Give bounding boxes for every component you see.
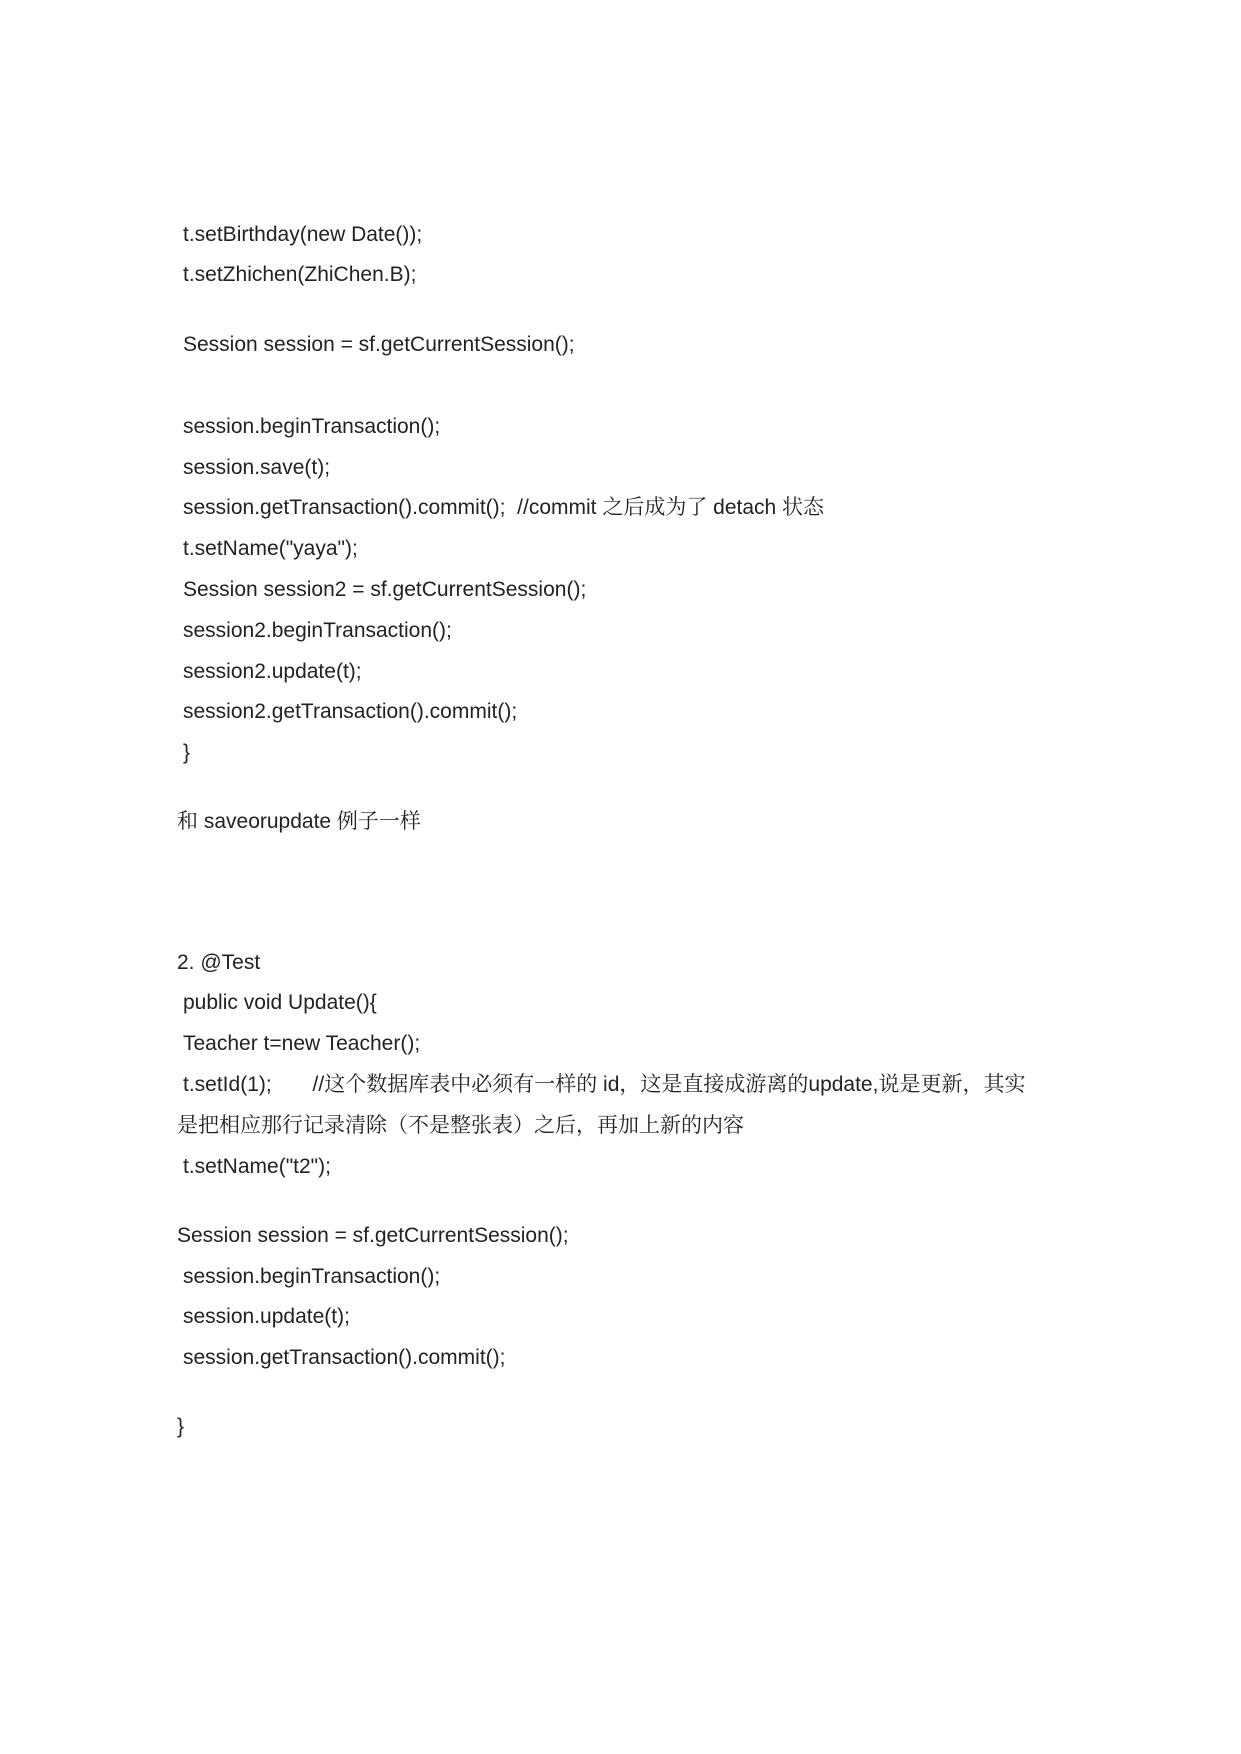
code-line: t.setName("yaya");	[183, 537, 358, 560]
code-line-with-comment: t.setId(1); //这个数据库表中必须有一样的 id，这是直接成游离的update,说是更新，其实	[183, 1073, 1026, 1096]
code-line: Session session = sf.getCurrentSession();	[183, 333, 575, 356]
code-line: session.save(t);	[183, 456, 331, 479]
code-line: session2.getTransaction().commit();	[183, 700, 518, 723]
comment-continuation: 是把相应那行记录清除（不是整张表）之后，再加上新的内容	[177, 1114, 744, 1137]
code-line: Session session = sf.getCurrentSession();	[177, 1224, 569, 1247]
code-line: session2.beginTransaction();	[183, 619, 452, 642]
code-line: public void Update(){	[183, 991, 377, 1014]
closing-brace: }	[177, 1415, 185, 1438]
code-line: session.beginTransaction();	[183, 415, 441, 438]
code-line-with-comment: session.getTransaction().commit(); //commit 之后成为了 detach 状态	[183, 496, 825, 519]
code-line: t.setBirthday(new Date());	[183, 223, 423, 246]
code-line: Teacher t=new Teacher();	[183, 1032, 421, 1055]
code-line: Session session2 = sf.getCurrentSession();	[183, 578, 587, 601]
code-line: t.setName("t2");	[183, 1155, 331, 1178]
code-line: t.setZhichen(ZhiChen.B);	[183, 263, 417, 286]
closing-brace: }	[183, 741, 191, 764]
code-line: session.beginTransaction();	[183, 1265, 441, 1288]
code-line: session.update(t);	[183, 1305, 350, 1328]
section-heading: 2. @Test	[177, 951, 261, 974]
code-line: session2.update(t);	[183, 660, 362, 683]
note-text: 和 saveorupdate 例子一样	[177, 810, 421, 833]
code-line: session.getTransaction().commit();	[183, 1346, 506, 1369]
